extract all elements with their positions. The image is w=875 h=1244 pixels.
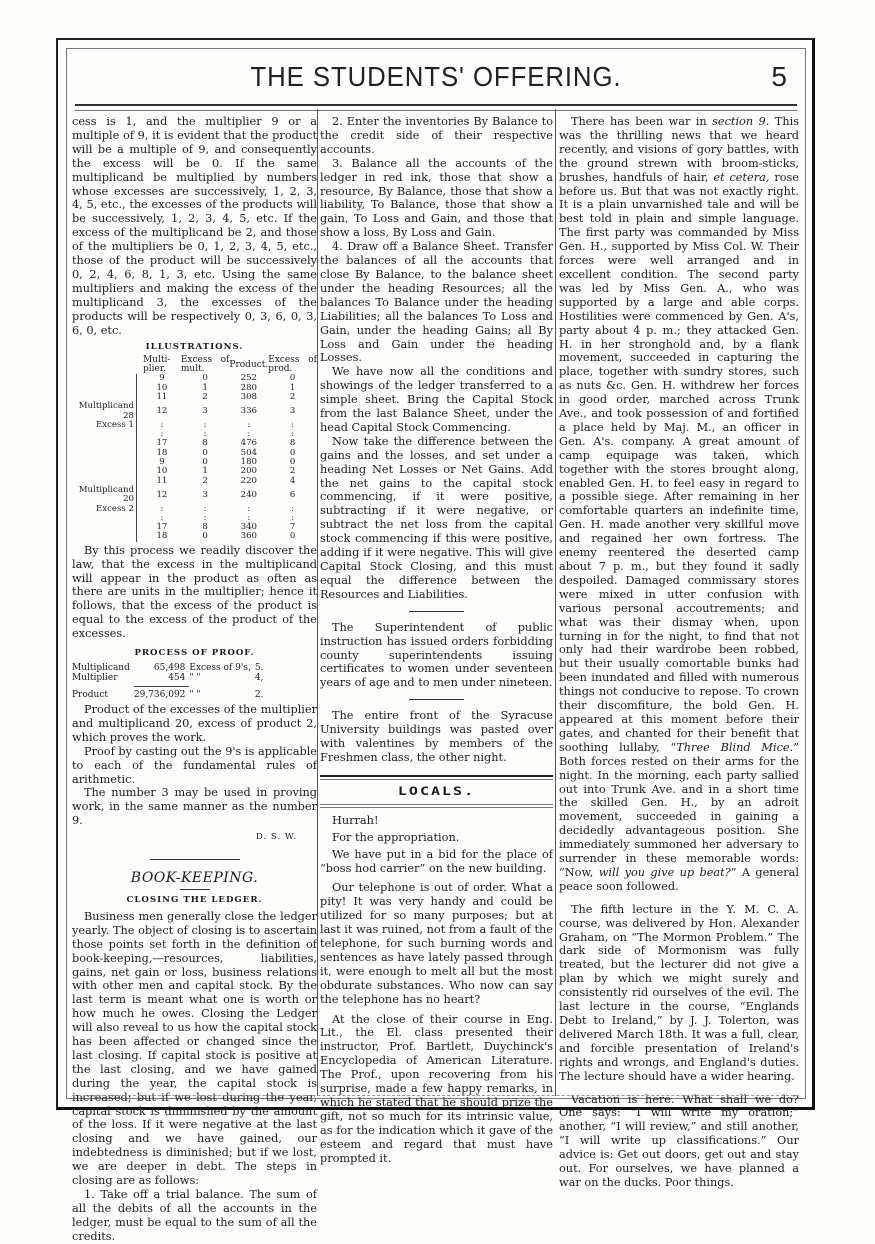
masthead bbox=[67, 49, 805, 101]
illustration-row bbox=[72, 421, 317, 430]
war-text: ” Both forces rested on their arms for the night. In the morning, each party sallied out into Trunk Ave. and in a short time the skilled Gen. H., by an adroit movement, succeeded in gaining a decidedly advantageous position. She immediately summoned her adversary to surrender in these memorable words: “Now, bbox=[559, 740, 799, 879]
illustration-row bbox=[72, 430, 317, 439]
illustration-cell: 0 bbox=[202, 531, 208, 542]
illustrations-heading: ILLUSTRATIONS. bbox=[145, 341, 244, 352]
illustration-cell: 10 bbox=[156, 382, 168, 393]
illustration-cell: 12 bbox=[156, 405, 168, 416]
illustration-cell: 8 bbox=[289, 438, 296, 449]
label-cell bbox=[72, 523, 137, 532]
war-text: ” A general peace soon followed. bbox=[559, 865, 799, 893]
column-1 bbox=[72, 115, 317, 1244]
arithmetic-continuation: cess is 1, and the multiplier 9 or a multiple of 9, it is evident that the product will be a multiple of 9, and consequently the excess will be 0. If the same multiplicand be multiplied by numbers whose excesses are successively, 1, 2, 3, 4, 5, etc., the excesses of the products will be successively, 1, 2, 3, 4, 5, etc. If the excess of the multiplicand be 2, and those of the multipliers be 0, 1, 2, 3, 4, 5, etc., those of the product will be successively 0, 2, 4, 6, 8, 1, 3, etc. Using the same multipliers and making the excess of the multiplicand 3, the excesses of the products will be respectively 0, 3, 6, 0, 3, 6, 0, etc. bbox=[72, 115, 317, 337]
illustration-cell: 2 bbox=[289, 466, 296, 477]
illustration-cell: 2 bbox=[289, 392, 296, 402]
label-cell bbox=[72, 439, 137, 448]
proof-table bbox=[72, 663, 267, 700]
label-cell bbox=[72, 458, 137, 467]
illustration-cell: : bbox=[247, 503, 251, 514]
proof-cell: 65,498 bbox=[153, 663, 186, 673]
label-cell bbox=[72, 514, 137, 523]
header-excess-mult: Excess of mult. bbox=[180, 355, 230, 375]
illustration-row bbox=[72, 439, 317, 448]
illustration-cell: 12 bbox=[156, 489, 168, 500]
illustration-cell: 240 bbox=[240, 489, 258, 500]
title-divider bbox=[180, 889, 210, 890]
illustration-cell: 9 bbox=[159, 373, 165, 384]
proof-cell: Multiplier bbox=[72, 673, 118, 683]
illustration-row bbox=[72, 514, 317, 523]
proof-heading: PROCESS OF PROOF. bbox=[134, 648, 255, 659]
illustration-cell: 3 bbox=[202, 405, 208, 416]
illustration-cell: 0 bbox=[202, 447, 208, 458]
label-cell bbox=[72, 430, 137, 439]
locals-bottom-rule bbox=[320, 804, 553, 808]
proof-cell: 2. bbox=[254, 689, 264, 700]
illustration-cell: 18 bbox=[156, 531, 168, 542]
war-story-paragraph bbox=[559, 115, 799, 894]
illustration-cell: 4 bbox=[289, 475, 296, 486]
illustration-cell: 0 bbox=[202, 457, 208, 468]
column-3 bbox=[559, 115, 799, 1190]
song-title-italic: Three Blind Mice. bbox=[676, 740, 794, 754]
page-number: 5 bbox=[771, 61, 787, 92]
illustration-cell: : bbox=[160, 419, 164, 430]
bookkeeping-step-1: 1. Take off a trial balance. The sum of all the debits of all the accounts in the ledger, must be equal to the sum of all the credits. bbox=[72, 1188, 317, 1243]
locals-item: Our telephone is out of order. What a pity! It was very handy and could be utilized for so many purposes; but at last it was ruined, not from a fault of the telephone, for such burning words and sentences as have lately passed through it, were enough to melt all but the most obdurate substances. Who now can say the telephone has no heart? bbox=[320, 881, 553, 1006]
illustration-cell: 340 bbox=[240, 522, 258, 533]
illustration-cell: : bbox=[203, 429, 207, 440]
illustration-cell: 360 bbox=[240, 531, 258, 542]
illustration-cell: : bbox=[291, 429, 295, 440]
war-text: There has been war in bbox=[571, 115, 707, 128]
locals-item: Hurrah! bbox=[332, 813, 379, 827]
illustration-cell: : bbox=[291, 503, 295, 514]
proof-cell: Excess of 9's, bbox=[189, 663, 251, 673]
illustration-row bbox=[72, 467, 317, 476]
illustration-cell: : bbox=[160, 503, 164, 514]
bookkeeping-step-4: 4. Draw off a Balance Sheet. Transfer the balances of all the accounts that close By Balance, to the balance sheet under the heading Resources; all the balances To Balance under the heading Liabilities; all the balances To Loss and Gain, under the heading Gains; all By Loss and Gain under the heading Losses. bbox=[320, 240, 553, 365]
syracuse-paragraph: The entire front of the Syracuse University buildings was pasted over with valentines by members of the Freshmen class, the other night. bbox=[320, 709, 553, 764]
multiplicand-label: Multiplicand 28 bbox=[78, 401, 134, 421]
illustration-row bbox=[72, 532, 317, 541]
illustration-cell: : bbox=[247, 512, 251, 523]
section-divider bbox=[409, 699, 464, 700]
proof-paragraph: Product of the excesses of the multiplier and multiplicand 20, excess of product 2, which proves the work. bbox=[72, 703, 317, 744]
label-cell bbox=[72, 384, 137, 393]
bookkeeping-subtitle: CLOSING THE LEDGER. bbox=[126, 894, 263, 905]
illustration-cell: 476 bbox=[240, 438, 258, 449]
illustration-cell: 0 bbox=[289, 457, 296, 468]
proof-row bbox=[72, 687, 267, 701]
illustration-cell: 11 bbox=[156, 475, 168, 486]
illustration-cell: 9 bbox=[159, 457, 165, 468]
bookkeeping-paragraph: Business men generally close the ledger yearly. The object of closing is to ascertain those points set forth in the definition of book-keeping,—resources, liabilities, gains, net gain or loss, business relations with other men and capital stock. By the last term is meant what one is worth or how much he owes. Closing the Ledger will also reveal to us how the capital stock has been affected or changed since the last closing. If capital stock is positive at the last closing, and we have gained during the year, the capital stock is increased; but if we lost during the year, capital stock is diminished by the amount of the loss. If it were negative at the last closing and we have gained, our indebtedness is diminished; but if we lost, we are deeper in debt. The steps in closing are as follows: bbox=[72, 909, 317, 1188]
illustration-cell: : bbox=[160, 512, 164, 523]
illustration-row bbox=[72, 449, 317, 458]
conditions-paragraph: We have now all the conditions and showings of the ledger transferred to a simple sheet. Bring the Capital Stock from the last Balance Sheet, under the head Capital Stock Commencing. bbox=[320, 365, 553, 434]
illustration-cell: 0 bbox=[289, 447, 296, 458]
proof-cell: Product bbox=[72, 689, 108, 700]
proof-cell: 5. bbox=[254, 663, 264, 673]
publication-title: THE STUDENTS' OFFERING. bbox=[250, 61, 622, 92]
bookkeeping-step-3: 3. Balance all the accounts of the ledger in red ink, those that show a resource, By Balance, those that show a liability, To Balance, those that show a gain, To Loss and Gain, and those that show a loss, By Loss and Gain. bbox=[320, 156, 553, 240]
proof-row bbox=[72, 663, 267, 673]
war-text: rose before us. But that was not exactly right. It is a plain unvarnished tale and will be best told in plain and simple language. The first party was commanded by Miss Gen. H., supported by Miss Col. W. Their forces were well arranged and in excellent condition. The second party was led by Miss Gen. A., who was supported by a large and able corps. Hostilities were commenced by Gen. A's, party about 4 p. m.; they attacked Gen. H. in her stronghold and, by a flank movement, succeeded in capturing the place, together with sundry stores, such as nuts &c. Gen. H. withdrew her forces in good order, marched across Trunk Ave., and took possession of and fortified a place held by Maj. M., an officer in Gen. A's. company. A great amount of camp equipage was taken, which together with the stores brought along, enabled Gen. H. to feel easy in regard to a possible siege. After remaining in her comfortable quarters an indefinite time, Gen. H. made another very skillful move and regained her own fortress. The enemy reentered the deserted camp about 7 p. m., but they found it sadly despoiled. Damaged commissary stores were mixed in utter confusion with various personal accoutrements; and what was their dismay when, upon turning in for the night, to find that not only had their wardrobe been robbed, but their usually comortable bunks had been inundated and filled with numerous things not conducive to repose. To crown their discomfiture, the bold Gen. H. appeared at this moment before their gates, and chanted for their benefit that soothing lullaby, “ bbox=[559, 170, 799, 754]
illustration-cell: 17 bbox=[156, 438, 168, 449]
proof-cell: " " bbox=[189, 689, 201, 700]
locals-item: At the close of their course in Eng. Lit., the El. class presented their instructor, Prof. Bartlett, Duychinck's Encyclopedia of American Literature. The Prof., upon recovering from his surprise, made a few happy remarks, in which he stated that he should prize the gift, not so much for its intrinsic value, as for the indication which it gave of the esteem and regard that must have prompted it. bbox=[320, 1012, 553, 1165]
proof-cell: " " bbox=[189, 673, 201, 683]
illustration-cell: 6 bbox=[289, 489, 296, 500]
multiplicand-label: Multiplicand 20 bbox=[78, 484, 134, 505]
illustration-cell: 2 bbox=[202, 392, 208, 402]
illustration-cell: 1 bbox=[289, 382, 296, 393]
et-cetera-italic: et cetera, bbox=[713, 170, 770, 184]
war-section-italic: section 9. bbox=[712, 115, 770, 128]
illustration-cell: 220 bbox=[240, 475, 258, 486]
illustration-cell: 10 bbox=[156, 466, 168, 477]
illustration-cell: 252 bbox=[240, 373, 258, 384]
proof-cell: 454 bbox=[168, 673, 186, 683]
locals-section bbox=[320, 775, 553, 1166]
war-text: This was the thrilling news that we heard recently, and visions of gory battles, with the ground strewn with broom-sticks, brushes, handfuls of hair, bbox=[559, 115, 800, 184]
illustration-row bbox=[72, 486, 317, 505]
signature: D. S. W. bbox=[255, 832, 297, 843]
masthead-rule bbox=[75, 104, 797, 111]
illustration-cell: 8 bbox=[202, 522, 208, 533]
illustration-cell: : bbox=[291, 419, 295, 430]
proof-row bbox=[72, 673, 267, 683]
illustration-cell: 336 bbox=[240, 405, 258, 416]
illustration-cell: : bbox=[203, 512, 207, 523]
proof-cell: Multiplicand bbox=[72, 663, 130, 673]
illustration-cell: 1 bbox=[202, 382, 208, 393]
illustration-cell: 280 bbox=[240, 382, 258, 393]
illustration-row bbox=[72, 523, 317, 532]
excess-label: Excess 2 bbox=[95, 503, 134, 514]
illustration-cell: 8 bbox=[202, 438, 208, 449]
label-cell bbox=[72, 374, 137, 383]
illustration-cell: : bbox=[160, 429, 164, 440]
illustration-cell: 200 bbox=[240, 466, 258, 477]
locals-heading: LOCALS. bbox=[397, 784, 476, 798]
illustration-cell: : bbox=[247, 429, 251, 440]
vacation-paragraph: Vacation is here. What shall we do? One says: “I will write my oration;” another, “I will review,” and still another, “I will write up classifications.” Our advice is: Get out doors, get out and stay out. For ourselves, we have planned a war on the ducks. Poor things. bbox=[559, 1092, 799, 1189]
illustration-cell: : bbox=[203, 419, 207, 430]
header-multiplier: Multi-plier. bbox=[143, 355, 171, 375]
bookkeeping-step-2: 2. Enter the inventories By Balance to the credit side of their respective accounts. bbox=[320, 115, 553, 156]
column-2 bbox=[320, 115, 553, 1166]
illustration-cell: : bbox=[291, 512, 295, 523]
illustrations-table bbox=[72, 356, 317, 541]
illustration-cell: 2 bbox=[202, 475, 208, 486]
label-cell bbox=[72, 449, 137, 458]
illustration-cell: 0 bbox=[289, 373, 296, 384]
column-divider bbox=[317, 109, 318, 1096]
illustration-cell: 0 bbox=[289, 531, 296, 542]
header-excess-prod: Excess of prod. bbox=[268, 355, 317, 375]
illustration-cell: : bbox=[203, 503, 207, 514]
page-border bbox=[56, 38, 815, 1243]
illustration-row bbox=[72, 374, 317, 383]
illustration-cell: 3 bbox=[202, 489, 208, 500]
illustration-cell: 1 bbox=[202, 466, 208, 477]
illustration-cell: 18 bbox=[156, 447, 168, 458]
illustration-cell: 11 bbox=[156, 392, 168, 402]
illustration-cell: 0 bbox=[202, 373, 208, 384]
page-inner-frame bbox=[66, 48, 806, 1243]
illustration-cell: 3 bbox=[289, 405, 296, 416]
section-divider bbox=[150, 859, 240, 860]
casting-paragraph: Proof by casting out the 9's is applicable to each of the fundamental rules of arithmetic. bbox=[72, 744, 317, 786]
excess-label: Excess 1 bbox=[95, 419, 134, 430]
illustration-row bbox=[72, 505, 317, 514]
illustration-cell: 308 bbox=[240, 392, 258, 402]
section-divider bbox=[409, 611, 464, 612]
locals-item: For the appropriation. bbox=[332, 830, 460, 844]
illustration-cell: 180 bbox=[240, 457, 258, 468]
bookkeeping-title: BOOK-KEEPING. bbox=[130, 870, 259, 887]
column-divider bbox=[555, 109, 556, 1096]
locals-item: We have put in a bid for the place of “boss hod carrier” on the new building. bbox=[320, 847, 553, 875]
illustration-row bbox=[72, 402, 317, 421]
law-paragraph: By this process we readily discover the law, that the excess in the multiplicand will appear in the product as often as there are units in the multiplier; hence it follows, that the excess of the product is equal to the excess of the product of the excesses. bbox=[72, 543, 317, 641]
illustration-row bbox=[72, 458, 317, 467]
proof-cell: 29,736,092 bbox=[133, 690, 186, 700]
quote-italic: will you give up beat? bbox=[598, 865, 731, 879]
proof-cell: 4, bbox=[254, 673, 264, 683]
label-cell bbox=[72, 467, 137, 476]
difference-paragraph: Now take the difference between the gains and the losses, and set under a heading Net Losses or Net Gains. Add the net gains to the capital stock commencing, if it were positive, subtracting if it were negative, or subtract the net loss from the capital stock commencing if this were positive, adding if it were negative. This will give Capital Stock Closing, and this must equal the difference between the Resources and Liabilities. bbox=[320, 434, 553, 601]
bottom-rule bbox=[73, 1095, 799, 1096]
lecture-paragraph: The fifth lecture in the Y. M. C. A. course, was delivered by Hon. Alexander Graham, on “The Mormon Problem.” The dark side of Mormonism was fully treated, but the lecturer did not give a plan by which we might surely and consistently rid ourselves of the evil. The last lecture in the course, “Englands Debt to Ireland,” by J. J. Tolerton, was delivered March 18th. It was a full, clear, and forcible presentation of Ireland's rights and wrongs, and England's duties. The lecture should have a wider hearing. bbox=[559, 902, 799, 1083]
illustration-cell: 504 bbox=[240, 447, 258, 458]
superintendent-paragraph: The Superintendent of public instruction has issued orders forbidding county superintendents issuing certificates to women under seventeen years of age and to men under nineteen. bbox=[320, 620, 553, 690]
header-product: Product. bbox=[229, 359, 269, 370]
illustration-row bbox=[72, 384, 317, 393]
illustration-cell: 17 bbox=[156, 522, 168, 533]
illustration-cell: : bbox=[247, 419, 251, 430]
label-cell bbox=[72, 532, 137, 541]
number-three-paragraph: The number 3 may be used in proving work, in the same manner as the number 9. bbox=[72, 786, 317, 828]
locals-top-rule bbox=[320, 775, 553, 780]
illustration-cell: 7 bbox=[289, 522, 296, 533]
